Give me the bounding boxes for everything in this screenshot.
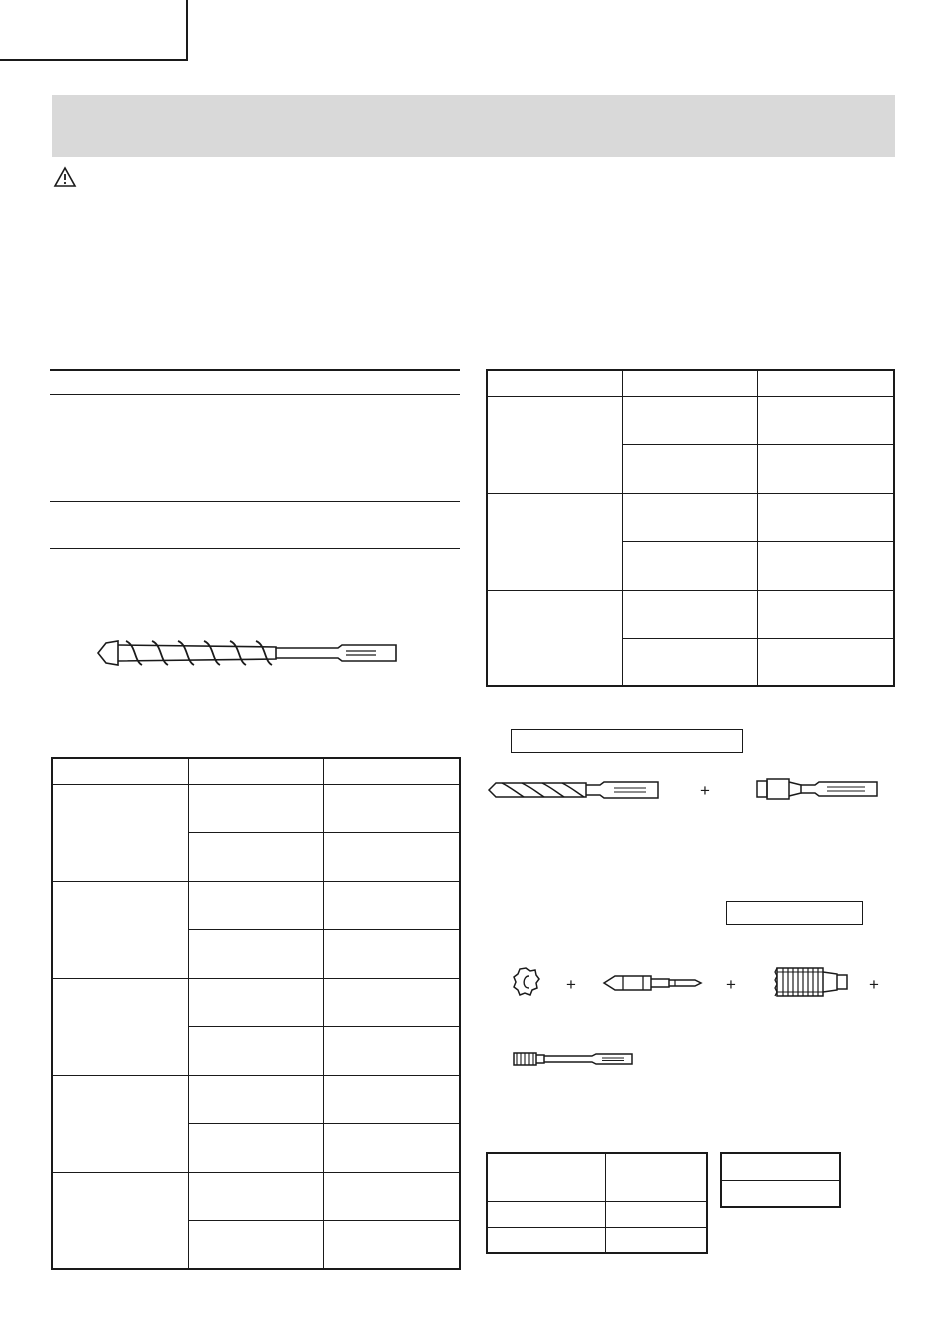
table-cell — [324, 1172, 460, 1220]
plus-sign: + — [700, 781, 710, 800]
table-cell — [721, 1153, 840, 1180]
table-cell — [324, 1123, 460, 1172]
table-cell — [324, 978, 460, 1026]
table-group-cell — [52, 1172, 188, 1269]
table-header-cell — [188, 758, 323, 784]
table-cell — [188, 978, 323, 1026]
table-rule — [50, 369, 460, 371]
accessory-label-box — [511, 729, 743, 753]
table-cell — [188, 1172, 323, 1220]
warning-triangle-icon — [54, 166, 76, 188]
table-header-cell — [606, 1153, 707, 1201]
table-header-cell — [758, 370, 894, 396]
table-cell — [622, 638, 757, 686]
table-cell — [606, 1227, 707, 1253]
table-rule — [50, 394, 460, 395]
center-pin-icon — [603, 972, 703, 994]
table-cell — [622, 541, 757, 590]
table-header-cell — [487, 370, 622, 396]
table-cell — [622, 590, 757, 638]
drill-bit-icon — [488, 778, 660, 802]
table-cell — [487, 1201, 606, 1227]
left-lower-table — [51, 757, 461, 1270]
core-bit-shank-icon — [512, 1048, 634, 1070]
table-cell — [188, 881, 323, 929]
table-cell — [188, 1026, 323, 1075]
table-cell — [487, 1227, 606, 1253]
retaining-ring-icon — [512, 966, 540, 998]
page-header-tab — [0, 0, 188, 61]
table-cell — [324, 784, 460, 832]
table-group-cell — [487, 590, 622, 686]
bottom-right-table — [720, 1152, 841, 1208]
table-cell — [622, 493, 757, 541]
core-bit-icon — [775, 962, 849, 1002]
table-cell — [758, 638, 894, 686]
table-group-cell — [52, 1075, 188, 1172]
table-header-cell — [622, 370, 757, 396]
table-cell — [188, 832, 323, 881]
plus-sign: + — [566, 975, 576, 994]
table-cell — [188, 784, 323, 832]
plus-sign: + — [726, 975, 736, 994]
table-cell — [758, 541, 894, 590]
table-cell — [758, 396, 894, 444]
table-cell — [721, 1180, 840, 1207]
table-cell — [324, 832, 460, 881]
table-cell — [188, 1123, 323, 1172]
taper-shank-adapter-icon — [755, 776, 879, 802]
right-upper-table — [486, 369, 895, 687]
bottom-left-table — [486, 1152, 708, 1254]
table-cell — [606, 1201, 707, 1227]
table-cell — [622, 396, 757, 444]
table-cell — [324, 1220, 460, 1269]
table-cell — [324, 1026, 460, 1075]
table-group-cell — [487, 493, 622, 590]
table-cell — [758, 590, 894, 638]
table-group-cell — [487, 396, 622, 493]
table-cell — [758, 493, 894, 541]
table-group-cell — [52, 881, 188, 978]
table-rule — [50, 548, 460, 549]
table-cell — [324, 1075, 460, 1123]
table-header-cell — [52, 758, 188, 784]
table-header-cell — [487, 1153, 606, 1201]
masonry-drill-bit-icon — [96, 635, 396, 671]
table-rule — [50, 501, 460, 502]
table-cell — [324, 929, 460, 978]
table-cell — [324, 881, 460, 929]
accessory-label-box — [726, 901, 863, 925]
table-header-cell — [324, 758, 460, 784]
section-title-banner — [52, 95, 895, 157]
table-cell — [188, 1220, 323, 1269]
table-cell — [188, 1075, 323, 1123]
table-group-cell — [52, 978, 188, 1075]
table-cell — [188, 929, 323, 978]
table-group-cell — [52, 784, 188, 881]
plus-sign: + — [869, 975, 879, 994]
table-cell — [622, 444, 757, 493]
table-cell — [758, 444, 894, 493]
